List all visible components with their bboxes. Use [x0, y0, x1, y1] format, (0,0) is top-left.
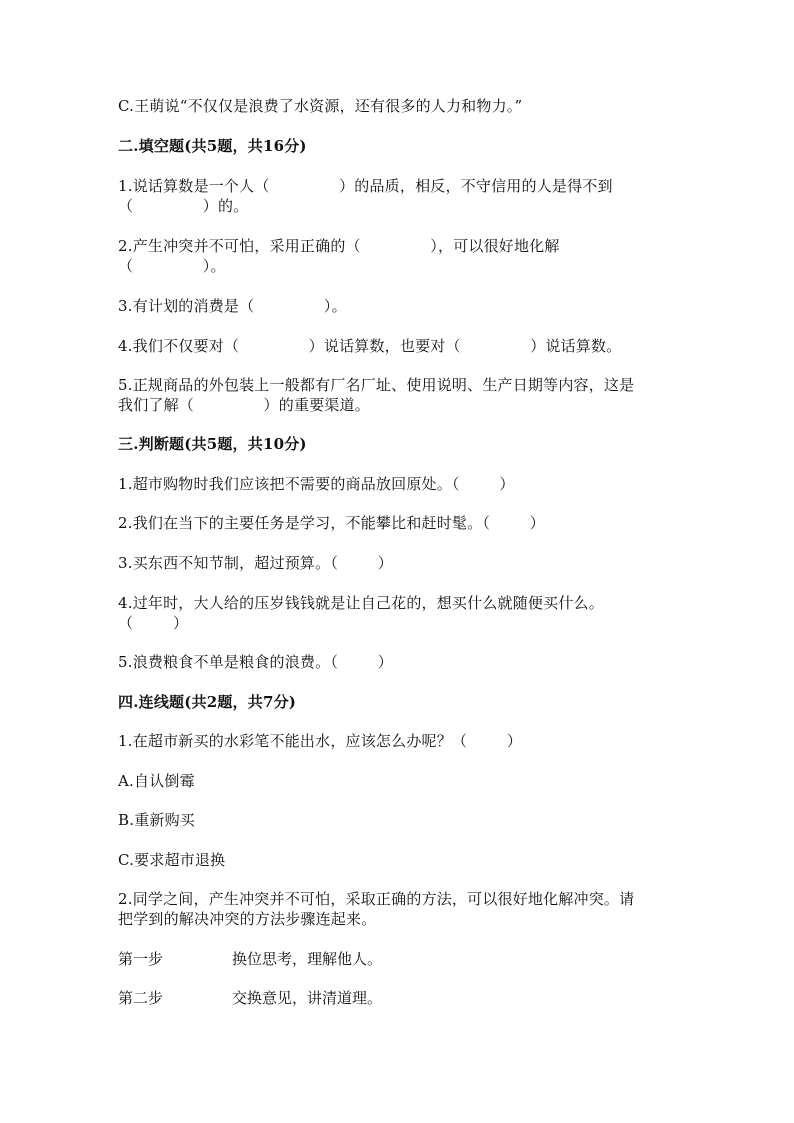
judge-q2: 2.我们在当下的主要任务是学习，不能攀比和赶时髦。（ ）	[118, 514, 545, 532]
step-2-text: 交换意见，讲清道理。	[232, 989, 383, 1007]
fill-q3: 3.有计划的消费是（ ）。	[118, 297, 347, 315]
step-2-label: 第二步	[118, 989, 164, 1007]
matching-q2-line1: 2.同学之间，产生冲突并不可怕，采取正确的方法，可以很好地化解冲突。请	[118, 890, 635, 908]
fill-q2-line1: 2.产生冲突并不可怕，采用正确的（ ），可以很好地化解	[118, 237, 560, 255]
fill-q4: 4.我们不仅要对（ ）说话算数，也要对（ ）说话算数。	[118, 337, 622, 355]
matching-q2-line2: 把学到的解决冲突的方法步骤连起来。	[118, 910, 377, 928]
fill-blank-heading: 二.填空题(共5题，共16分)	[118, 137, 307, 155]
step-1-text: 换位思考，理解他人。	[232, 950, 383, 968]
matching-q1-option-a: A.自认倒霉	[118, 772, 195, 790]
fill-q1-line2: （ ）的。	[118, 197, 249, 215]
matching-q1: 1.在超市新买的水彩笔不能出水，应该怎么办呢？（ ）	[118, 732, 523, 750]
option-c-line: C.王萌说“不仅仅是浪费了水资源，还有很多的人力和物力。”	[118, 97, 523, 115]
matching-q1-option-b: B.重新购买	[118, 811, 195, 829]
judge-q4-line1: 4.过年时，大人给的压岁钱钱就是让自己花的，想买什么就随便买什么。	[118, 594, 604, 612]
fill-q5-line1: 5.正规商品的外包装上一般都有厂名厂址、使用说明、生产日期等内容，这是	[118, 376, 635, 394]
judge-q1: 1.超市购物时我们应该把不需要的商品放回原处。（ ）	[118, 475, 515, 493]
matching-heading: 四.连线题(共2题，共7分)	[118, 693, 297, 711]
matching-q1-option-c: C.要求超市退换	[118, 851, 226, 869]
judge-q5: 5.浪费粮食不单是粮食的浪费。（ ）	[118, 653, 393, 671]
step-1-label: 第一步	[118, 950, 164, 968]
fill-q2-line2: （ ）。	[118, 257, 226, 275]
fill-q1-line1: 1.说话算数是一个人（ ）的品质，相反，不守信用的人是得不到	[118, 177, 613, 195]
judge-heading: 三.判断题(共5题，共10分)	[118, 435, 307, 453]
judge-q3: 3.买东西不知节制，超过预算。（ ）	[118, 554, 393, 572]
judge-q4-line2: （ ）	[118, 614, 189, 632]
fill-q5-line2: 我们了解（ ）的重要渠道。	[118, 396, 370, 414]
